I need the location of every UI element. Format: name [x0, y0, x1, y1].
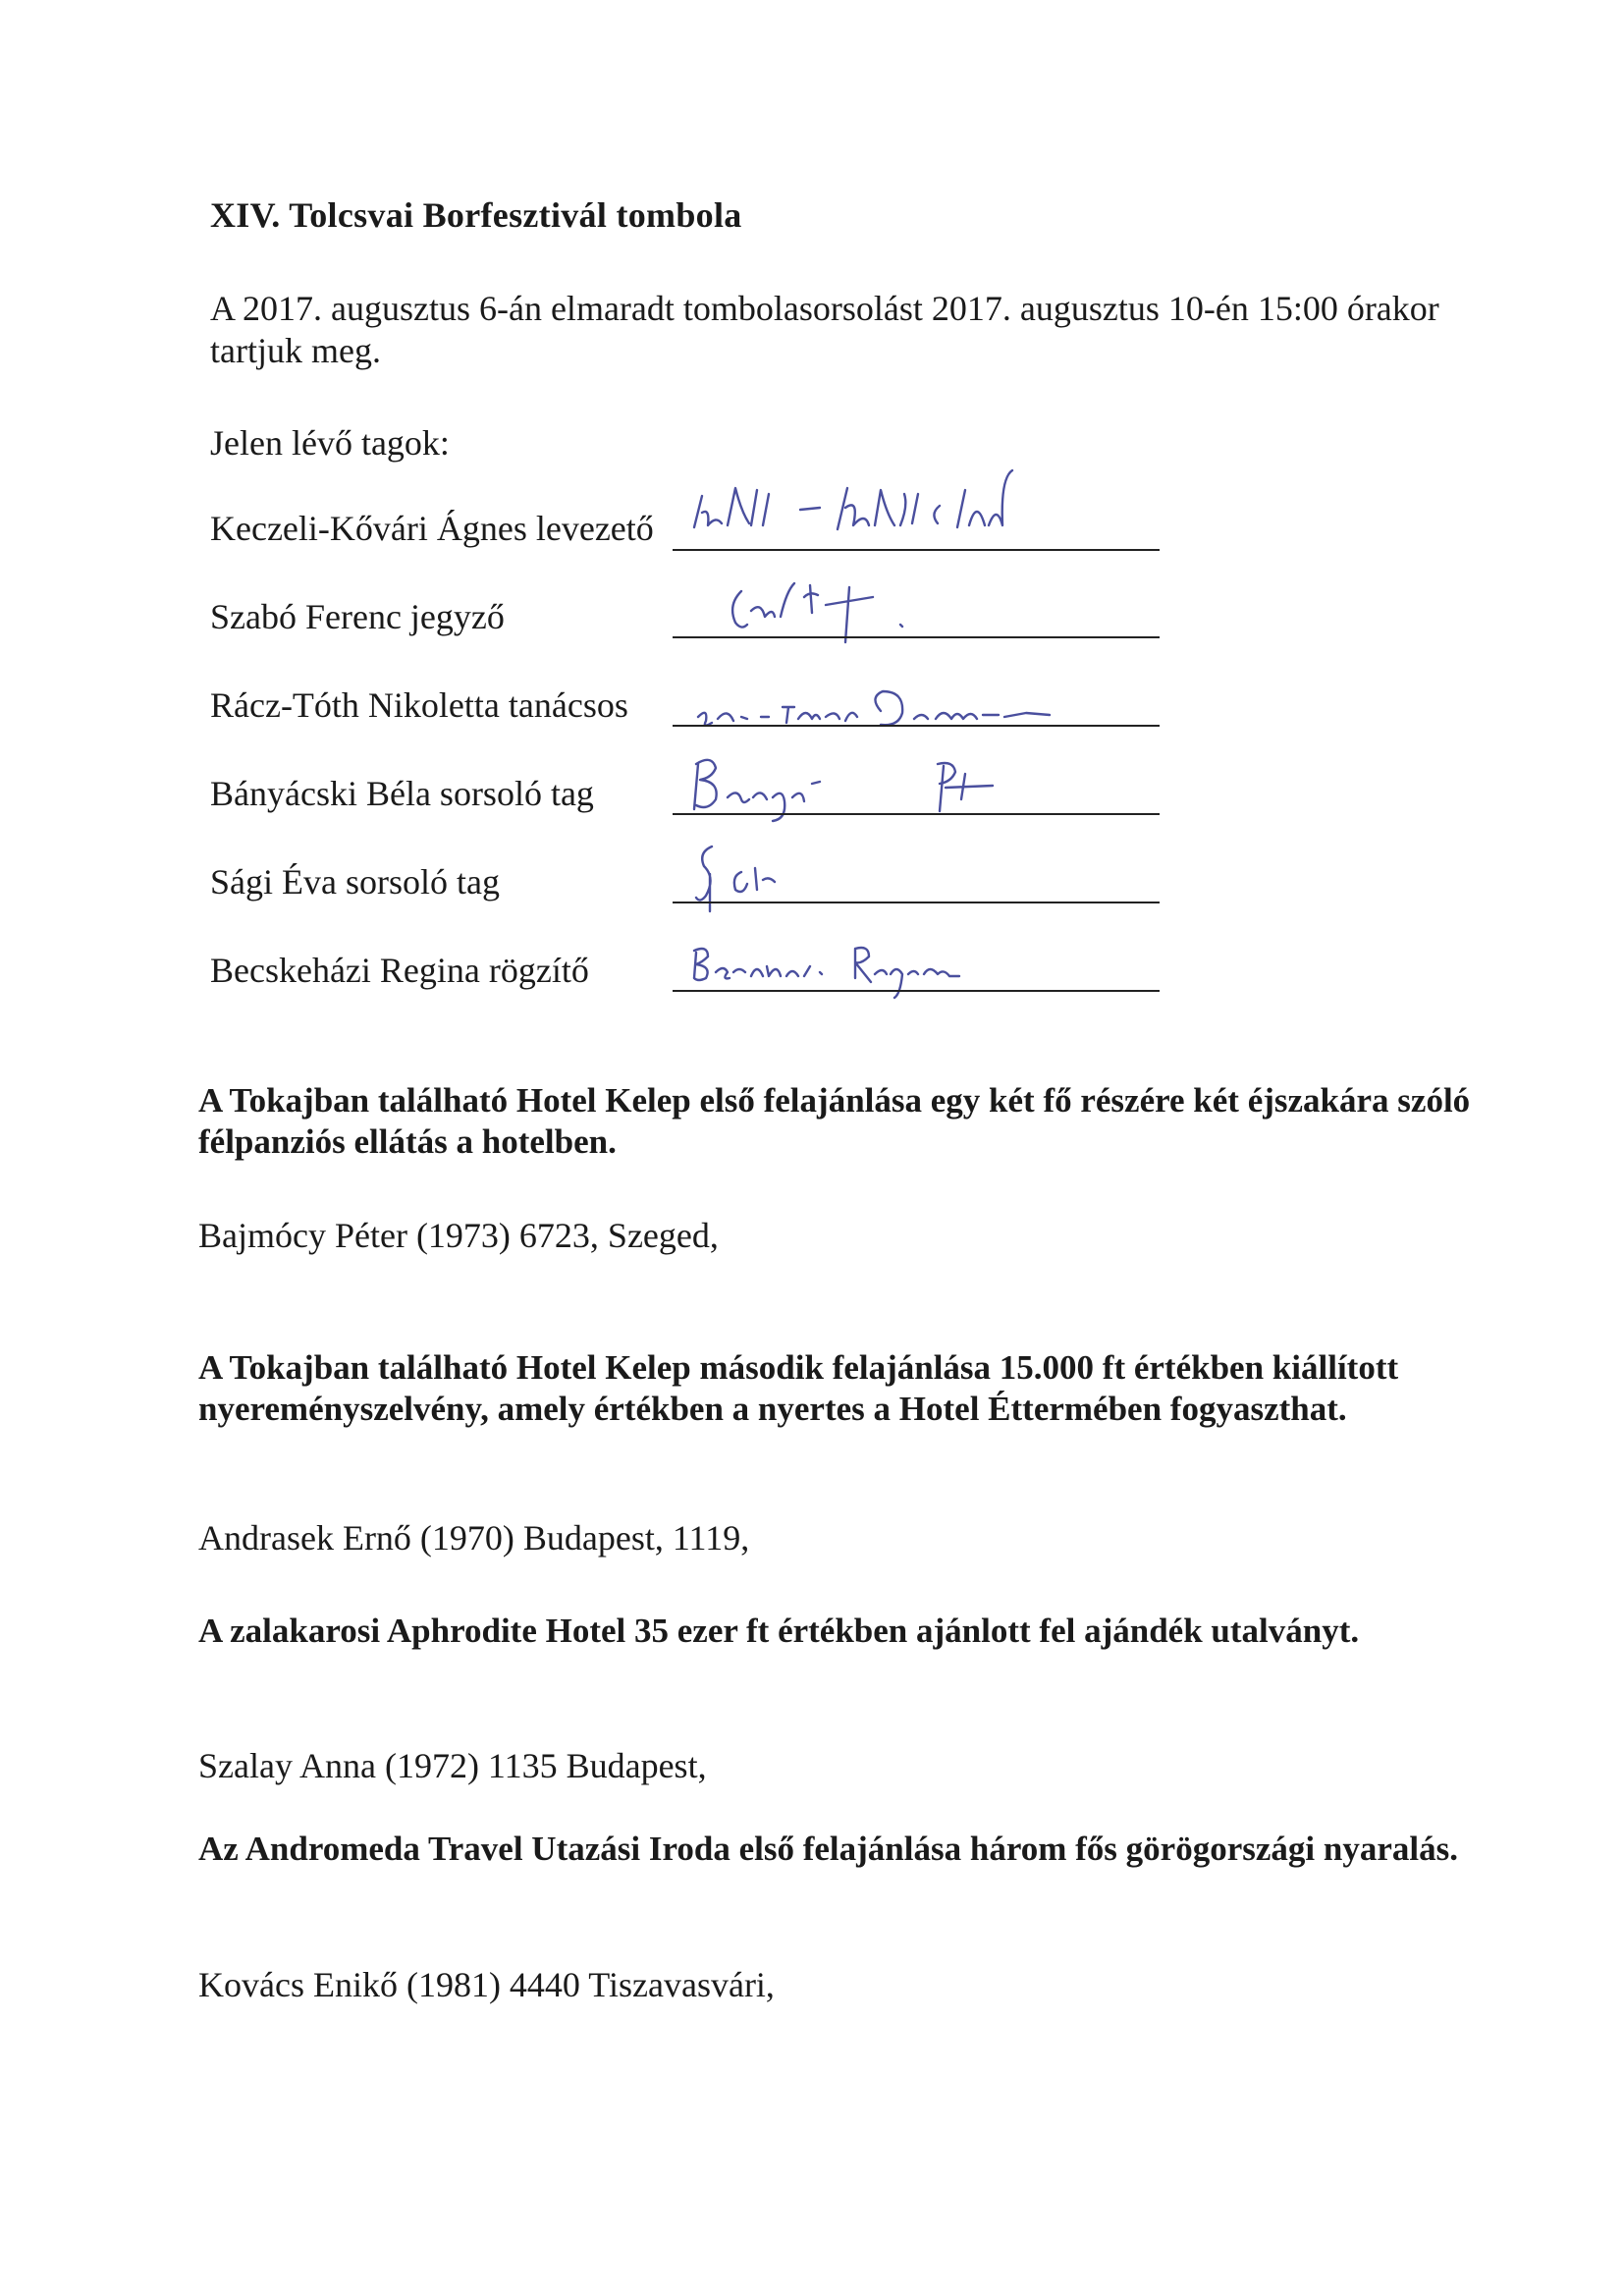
member-name: Bányácski Béla sorsoló tag [210, 774, 594, 813]
prize-description: A Tokajban található Hotel Kelep első felajánlása egy két fő részére két éjszakára szóló félpanziós ellátás a hotelben. [198, 1081, 1471, 1161]
signature-drawing [673, 833, 1160, 911]
signature-szabo [673, 562, 1160, 640]
member-name: Keczeli-Kővári Ágnes levezető [210, 509, 654, 548]
prize-winner: Andrasek Ernő (1970) Budapest, 1119, [198, 1518, 750, 1558]
signature-drawing [673, 562, 1160, 640]
signature-line [673, 990, 1160, 992]
signature-line [673, 549, 1160, 551]
signature-keczeli-kovari [673, 468, 1160, 547]
signature-drawing [673, 668, 1160, 746]
prize-description: Az Andromeda Travel Utazási Iroda első felajánlása három fős görögországi nyaralás. [198, 1830, 1458, 1868]
signature-line [673, 813, 1160, 815]
member-name: Rácz-Tóth Nikoletta tanácsos [210, 685, 628, 725]
signature-line [673, 636, 1160, 638]
signature-drawing [673, 468, 1160, 547]
prize-winner: Kovács Enikő (1981) 4440 Tiszavasvári, [198, 1965, 775, 2004]
signature-banyacski [673, 744, 1160, 823]
document-title: XIV. Tolcsvai Borfesztivál tombola [210, 195, 742, 235]
signature-line [673, 725, 1160, 727]
member-name: Sági Éva sorsoló tag [210, 862, 500, 902]
members-heading: Jelen lévő tagok: [210, 423, 450, 463]
signature-drawing [673, 744, 1160, 823]
prize-winner: Szalay Anna (1972) 1135 Budapest, [198, 1746, 707, 1785]
prize-description: A zalakarosi Aphrodite Hotel 35 ezer ft értékben ajánlott fel ajándék utalványt. [198, 1612, 1360, 1650]
member-name: Becskeházi Regina rögzítő [210, 951, 589, 990]
member-name: Szabó Ferenc jegyző [210, 597, 505, 636]
signature-racz-toth [673, 668, 1160, 746]
signature-sagi [673, 833, 1160, 911]
signature-line [673, 902, 1160, 903]
intro-paragraph: A 2017. augusztus 6-án elmaradt tombolasorsolást 2017. augusztus 10-én 15:00 órakor tartjuk meg. [210, 289, 1439, 370]
prize-winner: Bajmócy Péter (1973) 6723, Szeged, [198, 1216, 719, 1255]
prize-description: A Tokajban található Hotel Kelep második felajánlása 15.000 ft értékben kiállított nyereményszelvény, amely értékben a nyertes a Hotel Éttermében fogyaszthat. [198, 1348, 1399, 1428]
